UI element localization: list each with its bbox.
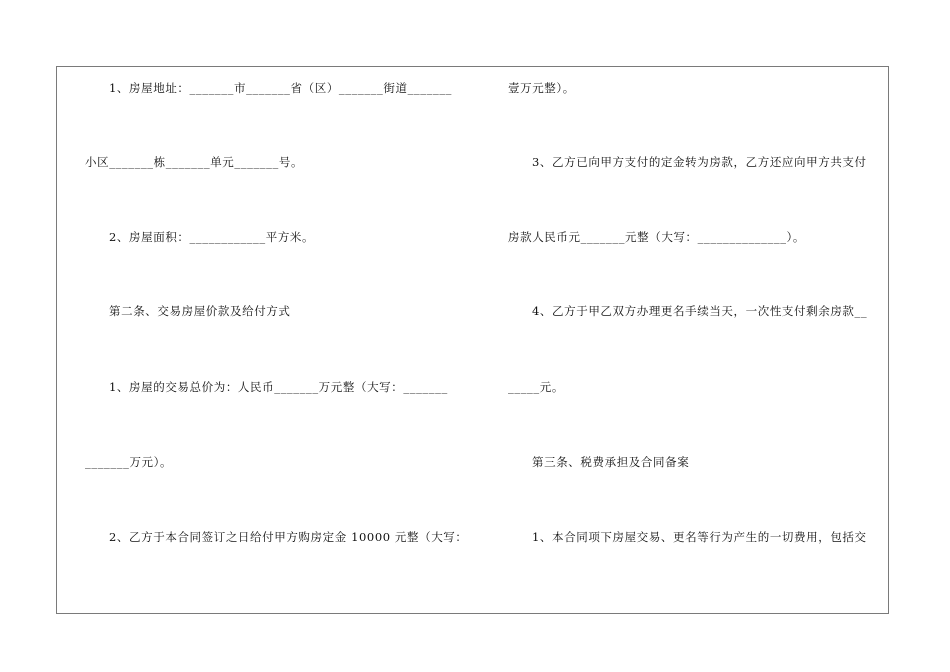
payment-clause-4-line-1: 4、乙方于甲乙双方办理更名手续当天，一次性支付剩余房款__ — [532, 304, 868, 318]
payment-clause-3-line-1: 3、乙方已向甲方支付的定金转为房款，乙方还应向甲方共支付 — [532, 155, 867, 169]
article-3-heading: 第三条、税费承担及合同备案 — [532, 455, 690, 469]
total-price-line-1: 1、房屋的交易总价为：人民币_______万元整（大写：_______ — [109, 380, 448, 394]
deposit-line-continued: 壹万元整）。 — [508, 81, 575, 95]
area-line: 2、房屋面积：____________平方米。 — [109, 230, 315, 244]
total-price-line-2: _______万元）。 — [85, 455, 173, 469]
address-line-1: 1、房屋地址：_______市_______省（区）_______街道_______ — [109, 81, 453, 95]
article-2-heading: 第二条、交易房屋价款及给付方式 — [109, 304, 291, 318]
address-line-2: 小区_______栋_______单元_______号。 — [85, 155, 304, 169]
payment-clause-3-line-2: 房款人民币元_______元整（大写：______________）。 — [508, 230, 805, 244]
fees-clause-line: 1、本合同项下房屋交易、更名等行为产生的一切费用，包括交 — [532, 530, 867, 544]
deposit-line: 2、乙方于本合同签订之日给付甲方购房定金 10000 元整（大写： — [109, 530, 468, 544]
payment-clause-4-line-2: _____元。 — [508, 380, 564, 394]
